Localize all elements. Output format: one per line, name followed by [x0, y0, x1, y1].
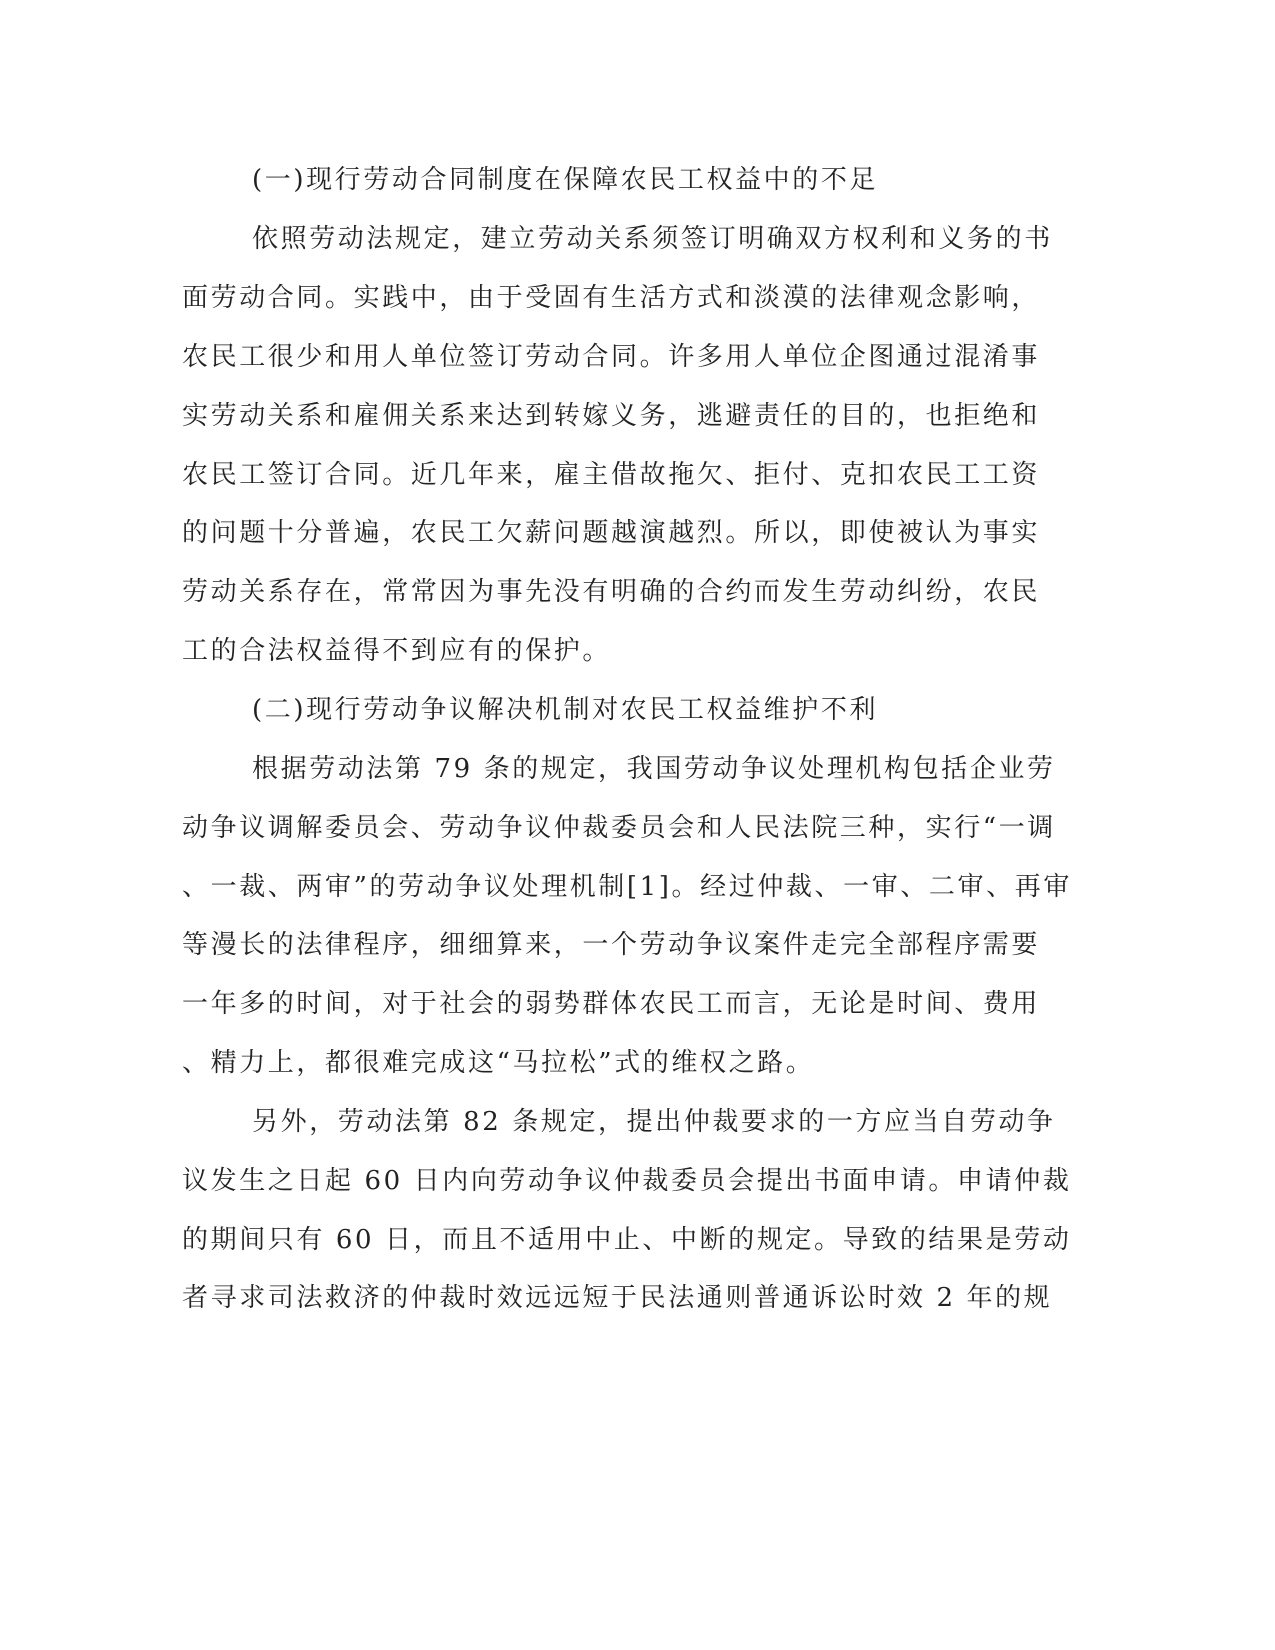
- paragraph-line: 农民工很少和用人单位签订劳动合同。许多用人单位企图通过混淆事: [182, 342, 1041, 372]
- paragraph-line: 动争议调解委员会、劳动争议仲裁委员会和人民法院三种，实行“一调: [182, 813, 1056, 843]
- paragraph-line: 、精力上，都很难完成这“马拉松”式的维权之路。: [182, 1048, 815, 1078]
- section-heading-1: (一)现行劳动合同制度在保障农民工权益中的不足: [252, 165, 879, 195]
- paragraph-line: 工的合法权益得不到应有的保护。: [182, 636, 612, 666]
- paragraph-line: 一年多的时间，对于社会的弱势群体农民工而言，无论是时间、费用: [182, 989, 1041, 1019]
- section-heading-2: (二)现行劳动争议解决机制对农民工权益维护不利: [252, 695, 879, 725]
- paragraph-line: 另外，劳动法第 82 条规定，提出仲裁要求的一方应当自劳动争: [252, 1107, 1056, 1137]
- paragraph-line: 等漫长的法律程序，细细算来，一个劳动争议案件走完全部程序需要: [182, 930, 1041, 960]
- paragraph-line: 劳动关系存在，常常因为事先没有明确的合约而发生劳动纠纷，农民: [182, 577, 1041, 607]
- paragraph-line: 的问题十分普遍，农民工欠薪问题越演越烈。所以，即使被认为事实: [182, 518, 1041, 548]
- paragraph-line: 议发生之日起 60 日内向劳动争议仲裁委员会提出书面申请。申请仲裁: [182, 1166, 1072, 1196]
- paragraph-line: 农民工签订合同。近几年来，雇主借故拖欠、拒付、克扣农民工工资: [182, 460, 1041, 490]
- paragraph-line: 依照劳动法规定，建立劳动关系须签订明确双方权利和义务的书: [252, 224, 1053, 254]
- paragraph-line: 的期间只有 60 日，而且不适用中止、中断的规定。导致的结果是劳动: [182, 1225, 1072, 1255]
- paragraph-line: 、一裁、两审”的劳动争议处理机制[1]。经过仲裁、一审、二审、再审: [182, 872, 1072, 902]
- paragraph-line: 面劳动合同。实践中，由于受固有生活方式和淡漠的法律观念影响，: [182, 283, 1041, 313]
- paragraph-line: 实劳动关系和雇佣关系来达到转嫁义务，逃避责任的目的，也拒绝和: [182, 401, 1041, 431]
- paragraph-line: 根据劳动法第 79 条的规定，我国劳动争议处理机构包括企业劳: [252, 754, 1056, 784]
- paragraph-line: 者寻求司法救济的仲裁时效远远短于民法通则普通诉讼时效 2 年的规: [182, 1283, 1053, 1313]
